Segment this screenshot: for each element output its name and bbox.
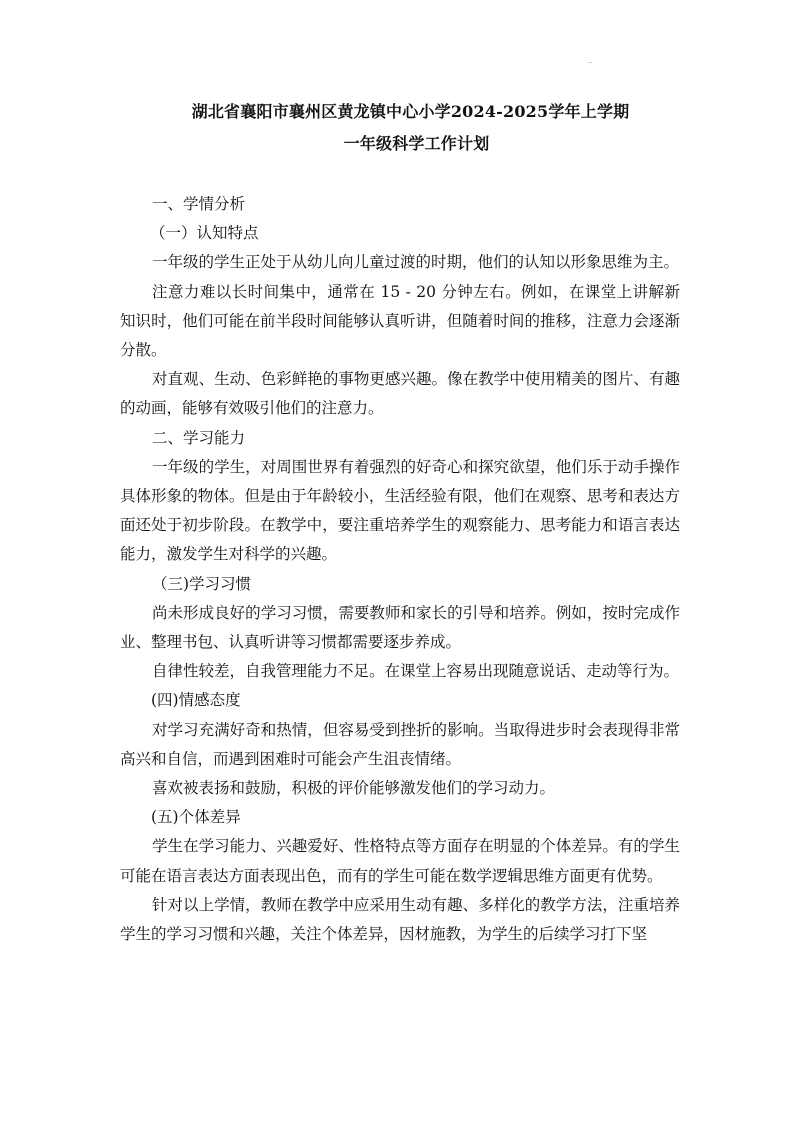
subsection-heading: (四)情感态度 — [151, 691, 241, 710]
paragraph: 自律性较差，自我管理能力不足。在课堂上容易出现随意说话、走动等行为。 — [152, 662, 680, 681]
paragraph: 喜欢被表扬和鼓励，积极的评价能够激发他们的学习动力。 — [152, 779, 556, 798]
section-heading: 一、学情分析 — [152, 195, 246, 213]
paragraph: 尚未形成良好的学习习惯，需要教师和家长的引导和培养。例如，按时完成作业、整理书包、认真听讲等习惯都需要逐步养成。 — [120, 603, 680, 652]
paragraph: 对学习充满好奇和热情，但容易受到挫折的影响。当取得进步时会表现得非常高兴和自信，而遇到困难时可能会产生沮丧情绪。 — [120, 720, 680, 768]
section-heading: 二、学习能力 — [152, 428, 246, 447]
paragraph: 一年级的学生正处于从幼儿向儿童过渡的时期，他们的认知以形象思维为主。 — [152, 253, 680, 272]
subsection-heading: (五)个体差异 — [151, 808, 241, 827]
subsection-heading: （三)学习习惯 — [152, 574, 252, 593]
paragraph: 对直观、生动、色彩鲜艳的事物更感兴趣。像在教学中使用精美的图片、有趣的动画，能够有效吸引他们的注意力。 — [120, 370, 680, 418]
document-title-line-2: 一年级科学工作计划 — [343, 134, 490, 153]
subsection-heading: （一）认知特点 — [150, 224, 259, 243]
paragraph: 针对以上学情，教师在教学中应采用生动有趣、多样化的教学方法，注重培养学生的学习习惯和兴趣，关注个体差异，因材施教，为学生的后续学习打下坚 — [120, 895, 680, 944]
corner-mark — [588, 62, 592, 63]
paragraph: 学生在学习能力、兴趣爱好、性格特点等方面存在明显的个体差异。有的学生可能在语言表达方面表现出色，而有的学生可能在数学逻辑思维方面更有优势。 — [120, 837, 680, 885]
paragraph: 一年级的学生，对周围世界有着强烈的好奇心和探究欲望，他们乐于动手操作具体形象的物体。但是由于年龄较小，生活经验有限，他们在观察、思考和表达方面还处于初步阶段。在教学中，要注重培养学生的观察能力、思考能力和语言表达能力，激发学生对科学的兴趣。 — [120, 457, 680, 564]
document-title-line-1: 湖北省襄阳市襄州区黄龙镇中心小学2024-2025学年上学期 — [191, 102, 630, 121]
document-body — [120, 190, 680, 949]
paragraph: 注意力难以长时间集中，通常在 15 - 20 分钟左右。例如，在课堂上讲解新知识时，他们可能在前半段时间能够认真听讲，但随着时间的推移，注意力会逐渐分散。 — [120, 282, 680, 360]
